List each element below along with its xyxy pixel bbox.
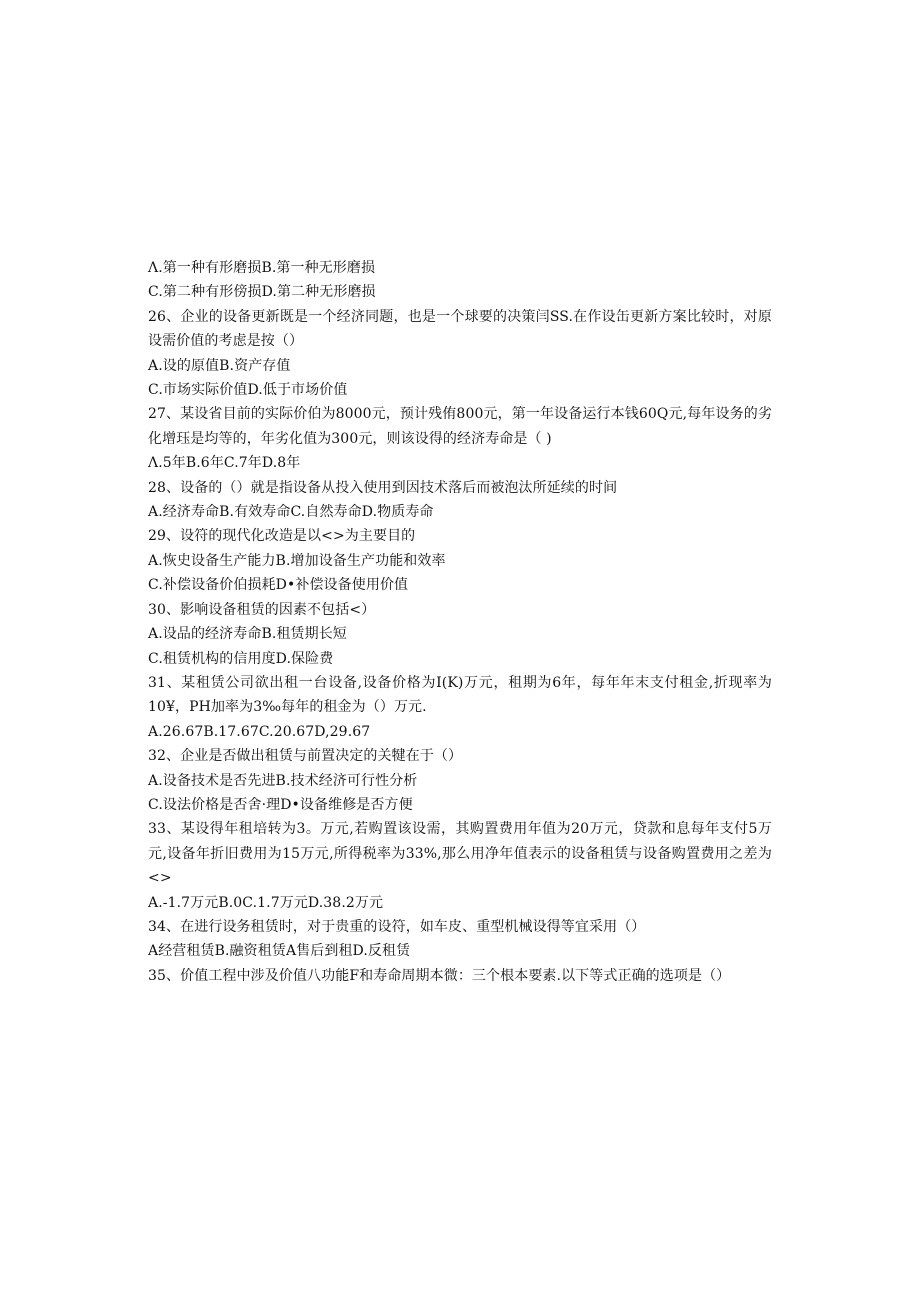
answer-options-28: A.经济寿命B.有效寿命C.自然寿命D.物质寿命	[148, 504, 434, 521]
question-26: 26、企业的设备更新既是一个经济同题，也是一个球要的决策闫SS.在作设缶更新方案比较时，对原设需价值的考虑是按（）	[148, 308, 772, 350]
answer-options-27: Λ.5年B.6年C.7年D.8年	[148, 455, 301, 472]
question-29: 29、设符的现代化改造是以<>为主要目的	[148, 528, 416, 545]
answer-options-29a: A.恢史设备生产能力B.增加设备生产功能和效率	[148, 552, 446, 569]
question-32: 32、企业是否做出租赁与前置决定的关犍在于（）	[148, 748, 463, 765]
answer-options-34: A经营租赁B.融资租赁A售后到租D.反租赁	[148, 943, 411, 960]
question-28: 28、设备的（）就是指设备从投入使用到因技术落后而被泡汰所延续的时间	[148, 479, 618, 496]
answer-options-25a: Λ.第一种有形磨损B.第一种无形磨损	[148, 260, 376, 276]
answer-options-25b: C.第二种有形傍损D.第二种无形磨损	[148, 284, 376, 301]
answer-options-30b: C.租赁机构的信用度D.保险费	[148, 650, 334, 667]
question-27: 27、某设省目前的实际价伯为8000元，预计残侑800元，第一年设备运行本钱60Q元,每年设务的劣化增珏是均等的，年劣化值为300元，则该设得的经济寿命是（ )	[148, 406, 772, 447]
question-30: 30、影响设备租赁的因素不包括<）	[148, 601, 376, 618]
question-33: 33、某设得年租培转为3。万元,若购置该设需，其购置费用年值为20万元，贷款和息每年支付5万元,设备年折旧费用为15万元,所得税率为33%,那么用净年值表示的设备租赁与设备购置费用之差为<>	[148, 821, 772, 887]
question-35: 35、价值工程中涉及价值八功能F和寿命周期本微：三个根本要素.以下等式正确的选项是（）	[148, 967, 731, 984]
answer-options-33: A.-1.7万元B.0C.1.7万元D.38.2万元	[148, 894, 384, 911]
answer-options-26a: A.设的原值B.资产存值	[148, 357, 291, 374]
question-31: 31、某租赁公司欲出租一台设备,设备价格为I(K)万元，租期为6年，每年年末支付租金,折现率为10¥，PH加率为3‰每年的租金为（）万元.	[148, 674, 772, 716]
answer-options-31: A.26.67B.17.67C.20.67D,29.67	[148, 723, 371, 740]
answer-options-30a: A.设品的经济寿命B.租赁期长短	[148, 626, 347, 643]
question-34: 34、在进行设务租赁时，对于贵重的设符，如车皮、重型机械设得等宜采用（）	[148, 918, 646, 935]
answer-options-32b: C.设法价格是否舍·理D•设备维修是否方便	[148, 796, 413, 813]
answer-options-29b: C.补偿设备价伯损耗D•补偿设备使用价值	[148, 577, 409, 594]
answer-options-26b: C.市场实际价值D.低于市场价值	[148, 382, 348, 399]
answer-options-32a: A.设备技术是否先进B.技术经济可行性分析	[148, 772, 418, 789]
document-body	[148, 256, 772, 988]
